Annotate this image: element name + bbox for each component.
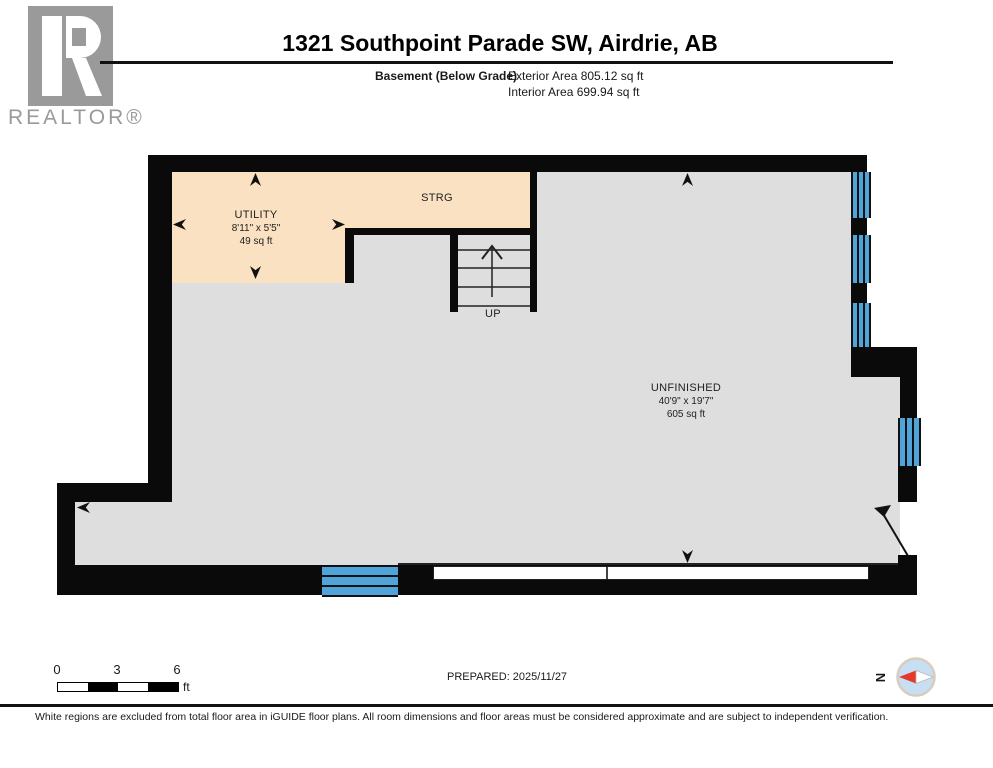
stairs-up-arrow-icon	[482, 246, 502, 297]
unfinished-room-label	[626, 382, 746, 421]
excluded-region-divider	[606, 567, 608, 579]
wall-window-separator-2	[851, 283, 867, 303]
wall-right-below-window	[898, 466, 917, 502]
door-swing-icon	[870, 498, 920, 560]
room-area: 605 sq ft	[666, 409, 706, 420]
room-area: 49 sq ft	[239, 236, 273, 247]
scale-segment	[58, 683, 88, 691]
title-underline	[100, 61, 893, 64]
window-right-3	[851, 303, 871, 347]
window-right-2	[851, 235, 871, 283]
scale-tick-3: 3	[113, 662, 121, 677]
wall-face-line	[398, 563, 898, 565]
window-right-1	[851, 172, 871, 218]
utility-room-label	[196, 209, 316, 248]
scale-tick-0: 0	[53, 662, 61, 677]
compass-icon	[894, 656, 939, 699]
wall-right-mid	[900, 377, 917, 418]
stairs	[458, 234, 530, 312]
floor-label: Basement (Below Grade)	[375, 69, 518, 83]
stairs-up-label: UP	[485, 308, 501, 320]
footer-divider	[0, 704, 993, 707]
disclaimer-text: White regions are excluded from total floor area in iGUIDE floor plans. All room dimensions and floor areas must be considered approximate and are subject to independent verification.	[35, 711, 889, 723]
prepared-date: PREPARED: 2025/11/27	[447, 671, 568, 683]
wall-top	[148, 155, 867, 172]
wall-left-upper	[148, 155, 172, 502]
wall-utility-right	[345, 228, 354, 283]
scale-segment	[88, 683, 118, 691]
room-name: UNFINISHED	[650, 382, 722, 394]
window-bottom	[322, 565, 398, 597]
excluded-region-strip	[433, 566, 869, 580]
storage-room-label: STRG	[421, 192, 453, 204]
wall-right-step	[851, 347, 917, 377]
scale-segment	[118, 683, 148, 691]
wall-window-separator-1	[851, 218, 867, 235]
scale-unit: ft	[183, 680, 190, 694]
realtor-logo-text: REALTOR®	[8, 106, 145, 129]
scale-tick-6: 6	[173, 662, 181, 677]
wall-stair-left	[450, 228, 458, 312]
room-dimensions: 8'11" x 5'5"	[231, 223, 281, 234]
window-right-4	[898, 418, 921, 466]
scale-bar	[57, 682, 179, 692]
wall-right-bottom-corner	[898, 555, 917, 595]
scale-segment	[148, 683, 178, 691]
exterior-area: Exterior Area 805.12 sq ft	[508, 69, 644, 83]
interior-area: Interior Area 699.94 sq ft	[508, 85, 640, 99]
realtor-logo	[28, 6, 113, 106]
room-name: UTILITY	[234, 209, 278, 221]
realtor-r-icon	[28, 6, 113, 106]
page-title: 1321 Southpoint Parade SW, Airdrie, AB	[282, 30, 718, 56]
compass-north-label: N	[873, 672, 889, 683]
wall-stair-right	[530, 172, 537, 312]
unfinished-floor-bottom-left	[75, 502, 172, 565]
room-dimensions: 40'9" x 19'7"	[658, 396, 714, 407]
